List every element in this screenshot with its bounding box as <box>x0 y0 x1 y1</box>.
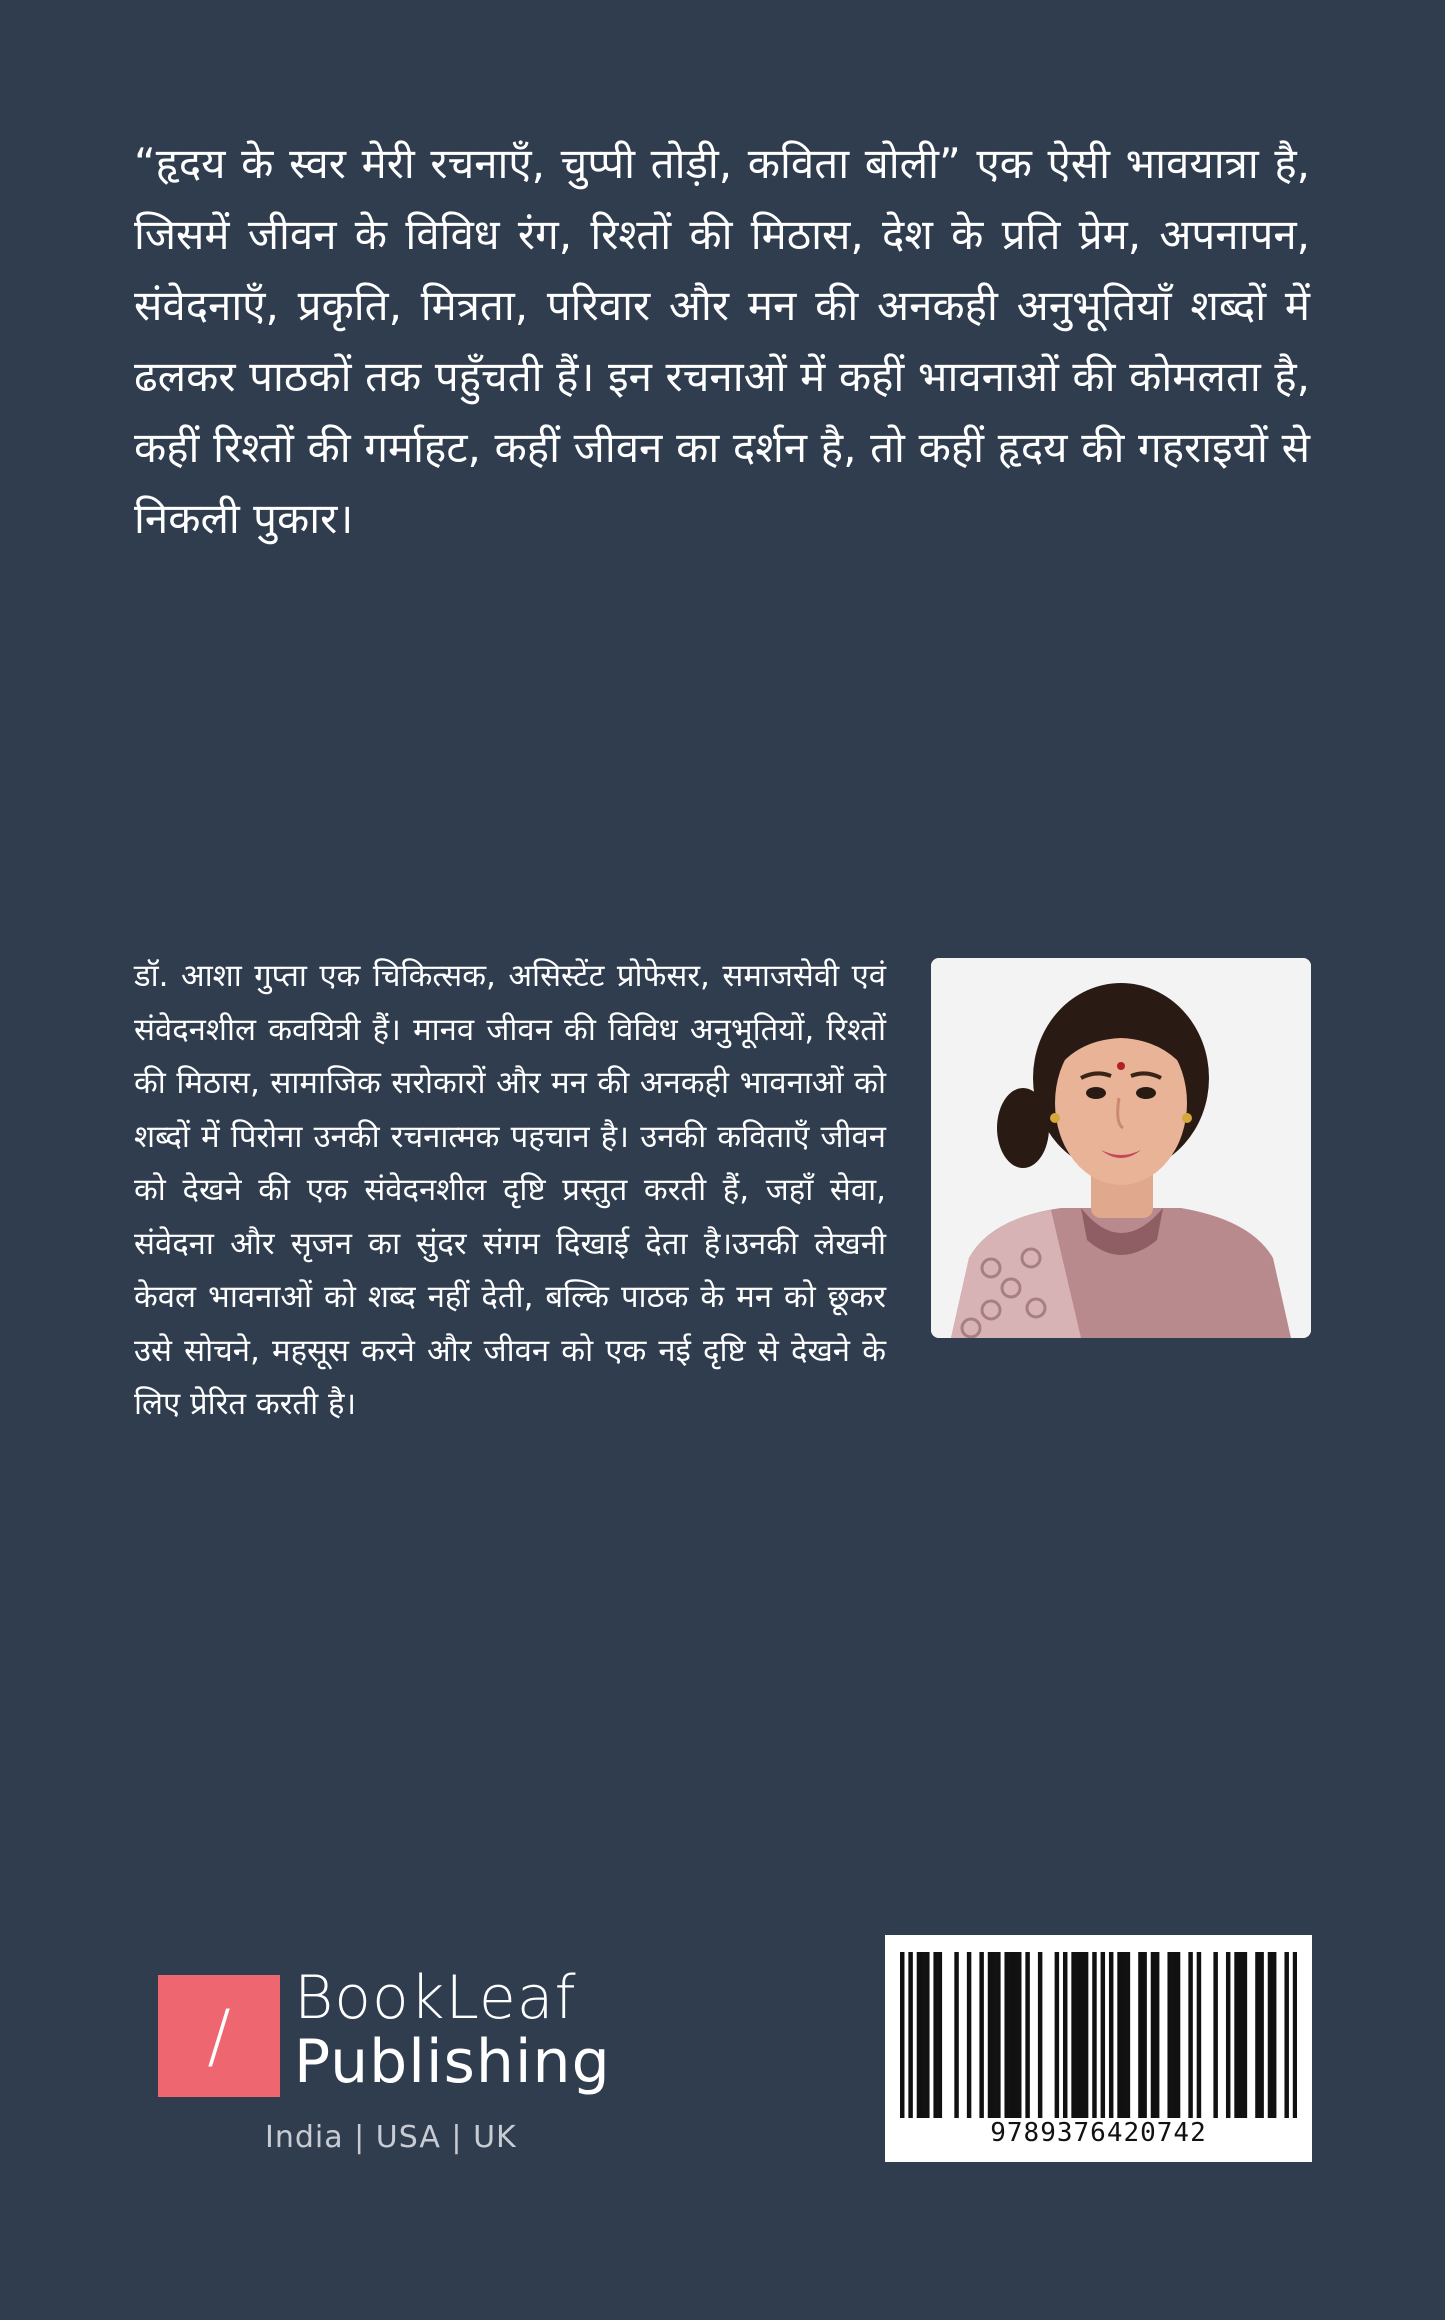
barcode-bar <box>1172 1952 1176 2118</box>
barcode-bar <box>1243 1952 1247 2118</box>
barcode-bars <box>900 1952 1297 2118</box>
barcode-bar <box>1017 1952 1021 2118</box>
barcode-bar <box>925 1952 929 2118</box>
barcode-bar <box>1234 1952 1238 2118</box>
barcode-bar <box>1101 1952 1105 2118</box>
barcode-bar <box>1055 1952 1059 2118</box>
barcode-bar <box>1013 1952 1017 2118</box>
barcode-bar <box>1176 1952 1180 2118</box>
barcode-bar <box>992 1952 996 2118</box>
author-bio: डॉ. आशा गुप्ता एक चिकित्सक, असिस्टेंट प्रोफेसर, समाजसेवी एवं संवेदनशील कवयित्री हैं। मानव जीवन की विविध अनुभूतियों, रिश्तों की मिठास, सामाजिक सरोकारों और मन की अनकही भावनाओं को शब्दों में पिरोना उनकी रचनात्मक पहचान है। उनकी कविताएँ जीवन को देखने की एक संवेदनशील दृष्टि प्रस्तुत करती हैं, जहाँ सेवा, संवेदना और सृजन का सुंदर संगम दिखाई देता है।उनकी लेखनी केवल भावनाओं को शब्द नहीं देती, बल्कि पाठक के मन को छूकर उसे सोचने, महसूस करने और जीवन को एक नई दृष्टि से देखने के लिए प्रेरित करती है। <box>134 958 886 1422</box>
barcode-bar <box>1038 1952 1042 2118</box>
barcode-bar <box>1121 1952 1125 2118</box>
barcode-bar <box>1009 1952 1013 2118</box>
barcode-bar <box>1284 1952 1288 2118</box>
barcode-bar <box>1071 1952 1075 2118</box>
publisher-regions: India | USA | UK <box>265 2120 517 2155</box>
barcode-bar <box>1197 1952 1201 2118</box>
isbn-number: 9789376420742 <box>990 2118 1207 2148</box>
publisher-logo <box>158 1963 618 2165</box>
barcode-bar <box>1259 1952 1263 2118</box>
barcode-bar <box>900 1952 904 2118</box>
isbn-barcode <box>885 1935 1312 2162</box>
barcode-bar <box>1142 1952 1146 2118</box>
barcode-bar <box>1138 1952 1142 2118</box>
back-cover-blurb: “हृदय के स्वर मेरी रचनाएँ, चुप्पी तोड़ी, कविता बोली” एक ऐसी भावयात्रा है, जिसमें जीवन के विविध रंग, रिश्तों की मिठास, देश के प्रति प्रेम, अपनापन, संवेदनाएँ, प्रकृति, मित्रता, परिवार और मन की अनकही अनुभूतियाँ शब्दों में ढलकर पाठकों तक पहुँचती हैं। इन रचनाओं में कहीं भावनाओं की कोमलता है, कहीं रिश्तों की गर्माहट, कहीं जीवन का दर्शन है, तो कहीं हृदय की गहराइयों से निकली पुकार। <box>134 139 1310 543</box>
barcode-bar <box>1255 1952 1259 2118</box>
barcode-bar <box>1080 1952 1084 2118</box>
barcode-bar <box>1213 1952 1217 2118</box>
barcode-bar <box>1226 1952 1230 2118</box>
barcode-bar <box>1076 1952 1080 2118</box>
barcode-bar <box>954 1952 958 2118</box>
barcode-bar <box>1188 1952 1192 2118</box>
barcode-bar <box>1268 1952 1272 2118</box>
barcode-bar <box>1117 1952 1121 2118</box>
publisher-mark-icon: / <box>158 1975 280 2097</box>
barcode-bar <box>1092 1952 1096 2118</box>
barcode-bar <box>1155 1952 1159 2118</box>
barcode-bar <box>967 1952 971 2118</box>
barcode-bar <box>1063 1952 1067 2118</box>
barcode-bar <box>1126 1952 1130 2118</box>
barcode-bar <box>1272 1952 1276 2118</box>
publisher-name-line1: BookLeaf <box>294 1963 577 2033</box>
barcode-bar <box>933 1952 937 2118</box>
barcode-bar <box>917 1952 921 2118</box>
publisher-name-line2: Publishing <box>294 2027 611 2097</box>
barcode-bar <box>1084 1952 1088 2118</box>
author-portrait-image <box>931 958 1311 1338</box>
barcode-bar <box>1151 1952 1155 2118</box>
barcode-bar <box>996 1952 1000 2118</box>
barcode-bar <box>1004 1952 1008 2118</box>
barcode-bar <box>938 1952 942 2118</box>
barcode-bar <box>1238 1952 1242 2118</box>
barcode-bar <box>921 1952 925 2118</box>
barcode-bar <box>1025 1952 1029 2118</box>
barcode-bar <box>908 1952 912 2118</box>
barcode-bar <box>1167 1952 1171 2118</box>
barcode-bar <box>979 1952 983 2118</box>
barcode-bar <box>988 1952 992 2118</box>
barcode-bar <box>1293 1952 1297 2118</box>
author-photo <box>931 958 1311 1338</box>
barcode-bar <box>1109 1952 1113 2118</box>
